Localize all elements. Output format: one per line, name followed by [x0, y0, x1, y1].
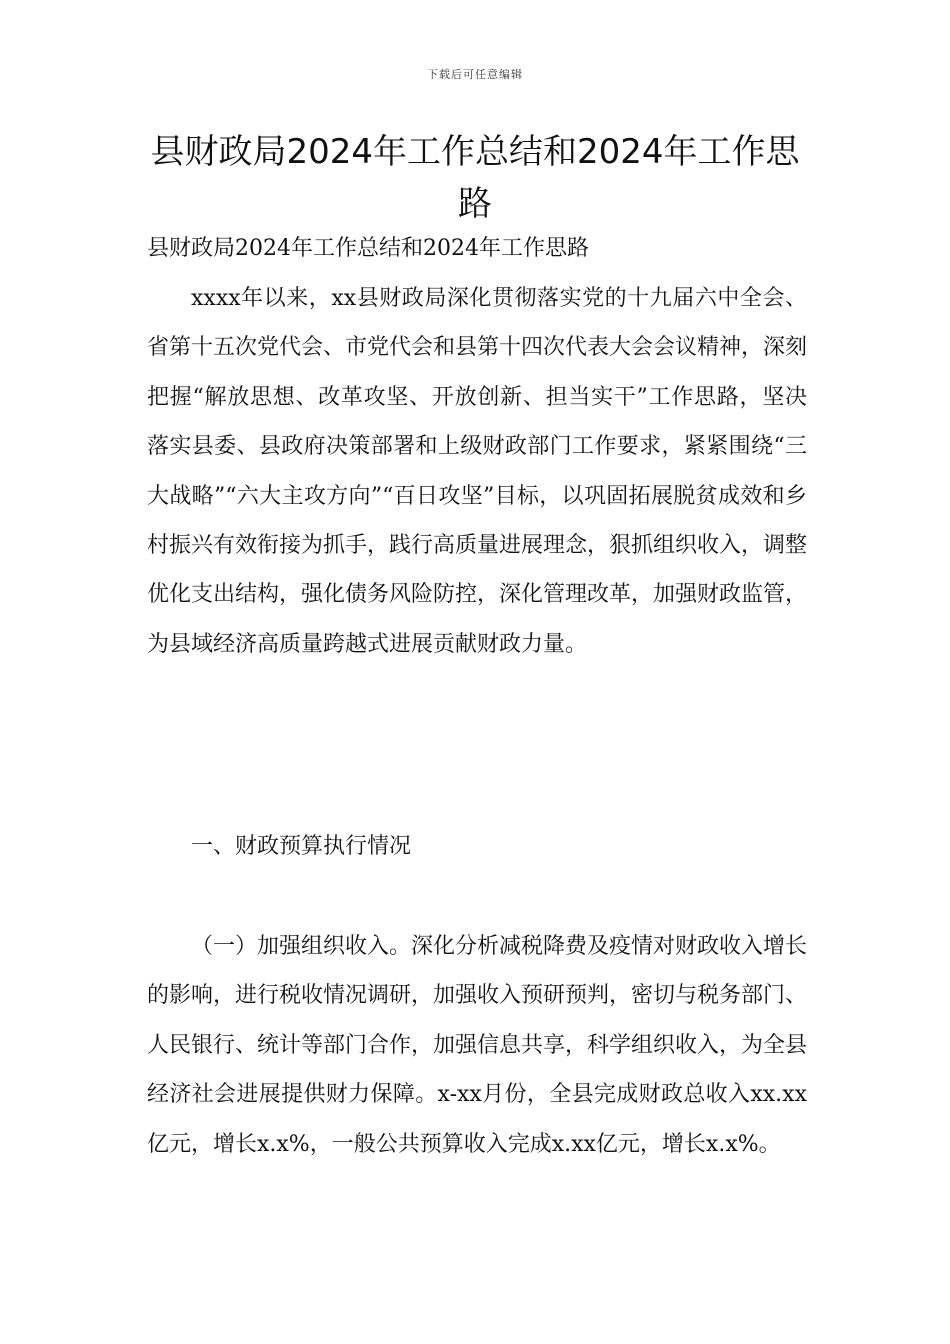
- intro-paragraph: xxxx年以来，xx县财政局深化贯彻落实党的十九届六中全会、省第十五次党代会、市党代会和县第十四次代表大会会议精神，深刻把握“解放思想、改革攻坚、开放创新、担当实干”工作思路，坚决落实县委、县政府决策部署和上级财政部门工作要求，紧紧围绕“三大战略”“六大主攻方向”“百日攻坚”目标，以巩固拓展脱贫成效和乡村振兴有效衔接为抓手，践行高质量进展理念，狠抓组织收入，调整优化支出结构，强化债务风险防控，深化管理改革，加强财政监管，为县域经济高质量跨越式进展贡献财政力量。: [147, 286, 808, 657]
- section-paragraph: （一）加强组织收入。深化分析减税降费及疫情对财政收入增长的影响，进行税收情况调研，加强收入预研预判，密切与税务部门、人民银行、统计等部门合作，加强信息共享，科学组织收入，为全县经济社会进展提供财力保障。x-xx月份，全县完成财政总收入xx.xx亿元，增长x.x%，一般公共预算收入完成x.xx亿元，增长x.x%。: [147, 934, 808, 1157]
- document-subtitle: 县财政局2024年工作总结和2024年工作思路: [147, 236, 589, 261]
- header-note: 下载后可任意编辑: [427, 68, 523, 81]
- document-title: 县财政局2024年工作总结和2024年工作思路: [150, 132, 800, 224]
- section-heading: 一、财政预算执行情况: [191, 834, 412, 859]
